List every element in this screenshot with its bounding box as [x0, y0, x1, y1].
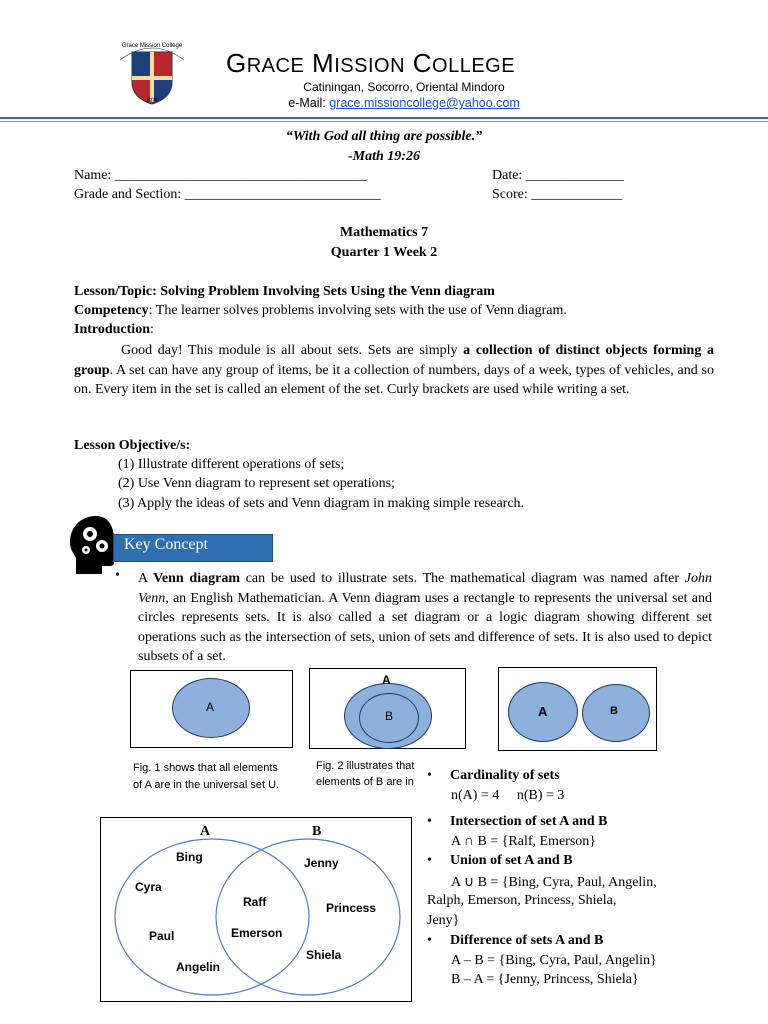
figure-2-caption: Fig. 2 illustrates that	[316, 760, 415, 772]
venn-element: Raff	[243, 895, 267, 909]
header-divider	[0, 117, 768, 119]
venn-element: Cyra	[135, 880, 162, 894]
logo-text: Grace Mission College	[121, 43, 183, 49]
union-value: Jeny}	[427, 913, 460, 928]
intersection-value: A ∩ B = {Ralf, Emerson}	[451, 834, 596, 849]
figure-2-label-b: B	[385, 709, 394, 723]
intersection-heading: Intersection of set A and B	[450, 814, 608, 829]
objectives-heading: Lesson Objective/s:	[74, 438, 191, 453]
figure-3-label-a: A	[538, 704, 548, 719]
objective-item: (1) Illustrate different operations of sets;	[118, 457, 345, 472]
bullet-dot: •	[115, 568, 120, 583]
email-link[interactable]: grace.missioncollege@yahoo.com	[329, 96, 520, 110]
introduction-heading: Introduction:	[74, 322, 154, 337]
objective-item: (2) Use Venn diagram to represent set operations;	[118, 476, 395, 491]
figure-1-label-a: A	[206, 700, 215, 714]
quarter-title: Quarter 1 Week 2	[330, 245, 438, 260]
union-value: Ralph, Emerson, Princess, Shiela,	[427, 893, 617, 908]
header-divider-thin	[0, 121, 768, 122]
grade-section-field[interactable]: Grade and Section: ____________________________	[74, 187, 381, 202]
bullet-dot: •	[427, 814, 432, 829]
venn-label-a: A	[200, 824, 211, 839]
difference-heading: Difference of sets A and B	[450, 933, 604, 948]
venn-element: Emerson	[231, 926, 283, 940]
venn-element: Shiela	[306, 948, 342, 962]
venn-element: Jenny	[304, 856, 339, 870]
venn-element: Angelin	[176, 960, 220, 974]
venn-intro-paragraph: A Venn diagram can be used to illustrate sets. The mathematical diagram was named after John Venn, an English Mathematician. A Venn diagram uses a rectangle to represents the universal set and circles represents sets. It is also called a set diagram or a logic diagram showing different set operations such as the intersection of sets, union of sets and difference of sets. It is also used to depict subsets of a set.	[138, 571, 712, 664]
college-email: e-Mail: grace.missioncollege@yahoo.com	[288, 96, 520, 110]
name-field[interactable]: Name: ____________________________________	[74, 168, 367, 183]
quote-reference: -Math 19:26	[348, 149, 420, 164]
logo-year: 1976	[146, 98, 158, 104]
union-heading: Union of set A and B	[450, 853, 573, 868]
difference-a-minus-b: A – B = {Bing, Cyra, Paul, Angelin}	[451, 953, 657, 968]
venn-element: Paul	[149, 929, 175, 943]
subject-title: Mathematics 7	[339, 225, 429, 240]
competency: Competency: The learner solves problems involving sets with the use of Venn diagram.	[74, 303, 567, 318]
introduction-paragraph: Good day! This module is all about sets. Sets are simply a collection of distinct objects forming a group. A set can have any group of items, be it a collection of numbers, days of a week, types of vehicles, and so on. Every item in the set is called an element of the set. Curly brackets are used while writing a set.	[74, 343, 714, 397]
union-value: A ∪ B = {Bing, Cyra, Paul, Angelin,	[451, 875, 657, 890]
venn-element: Bing	[176, 850, 203, 864]
date-field[interactable]: Date: ______________	[492, 168, 624, 183]
key-concept-title: Key Concept	[124, 536, 208, 553]
objective-item: (3) Apply the ideas of sets and Venn diagram in making simple research.	[118, 496, 525, 511]
difference-b-minus-a: B – A = {Jenny, Princess, Shiela}	[451, 972, 639, 987]
cardinality-heading: Cardinality of sets	[450, 768, 560, 783]
venn-label-b: B	[312, 824, 322, 839]
venn-element: Princess	[326, 901, 377, 915]
college-logo	[112, 38, 192, 106]
cardinality-values: n(A) = 4 n(B) = 3	[451, 788, 565, 803]
figure-1-caption: Fig. 1 shows that all elements	[133, 762, 278, 774]
bullet-dot: •	[427, 768, 432, 783]
figure-1-caption: of A are in the universal set U.	[133, 779, 280, 791]
figure-2-label-a: A	[382, 673, 391, 687]
quote-text: “With God all thing are possible.”	[285, 129, 483, 144]
bullet-dot: •	[427, 933, 432, 948]
college-title: GRACE MISSION COLLEGE	[226, 48, 516, 78]
figure-2-caption: elements of B are in	[316, 776, 414, 788]
college-address: Catiningan, Socorro, Oriental Mindoro	[303, 80, 505, 94]
lesson-topic: Lesson/Topic: Solving Problem Involving Sets Using the Venn diagram	[74, 284, 495, 299]
score-field[interactable]: Score: _____________	[492, 187, 623, 202]
figure-3-label-b: B	[610, 705, 618, 717]
bullet-dot: •	[427, 853, 432, 868]
